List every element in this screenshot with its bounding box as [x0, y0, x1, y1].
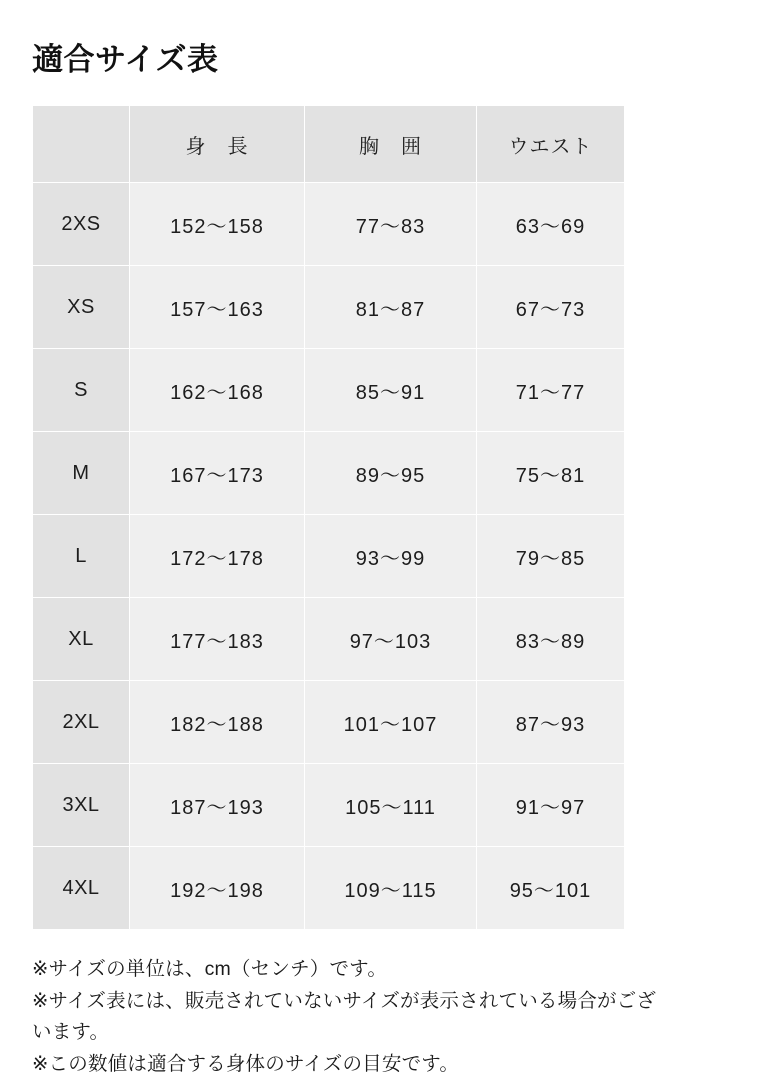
cell-height: 152〜158 — [130, 183, 305, 266]
row-header-size: 2XL — [33, 681, 130, 764]
cell-waist: 63〜69 — [477, 183, 625, 266]
cell-waist: 83〜89 — [477, 598, 625, 681]
cell-height: 182〜188 — [130, 681, 305, 764]
cell-height: 192〜198 — [130, 847, 305, 930]
cell-waist: 71〜77 — [477, 349, 625, 432]
note-unit: ※サイズの単位は、cm（センチ）です。 — [32, 958, 388, 980]
notes-section — [32, 954, 657, 1080]
table-body — [33, 183, 625, 930]
cell-chest: 105〜111 — [305, 764, 477, 847]
row-header-size: 4XL — [33, 847, 130, 930]
table-row — [33, 349, 625, 432]
cell-waist: 67〜73 — [477, 266, 625, 349]
row-header-size: L — [33, 515, 130, 598]
table-row — [33, 764, 625, 847]
table-row — [33, 515, 625, 598]
cell-waist: 95〜101 — [477, 847, 625, 930]
cell-height: 157〜163 — [130, 266, 305, 349]
table-header-row — [33, 106, 625, 183]
cell-height: 187〜193 — [130, 764, 305, 847]
cell-height: 177〜183 — [130, 598, 305, 681]
cell-waist: 91〜97 — [477, 764, 625, 847]
column-header-waist: ウエスト — [477, 106, 625, 183]
note-availability: ※サイズ表には、販売されていないサイズが表示されている場合がございます。 — [32, 989, 657, 1044]
cell-chest: 77〜83 — [305, 183, 477, 266]
cell-waist: 87〜93 — [477, 681, 625, 764]
row-header-size: XS — [33, 266, 130, 349]
column-header-chest: 胸 囲 — [305, 106, 477, 183]
size-table — [32, 105, 625, 930]
cell-chest: 81〜87 — [305, 266, 477, 349]
cell-waist: 75〜81 — [477, 432, 625, 515]
cell-height: 162〜168 — [130, 349, 305, 432]
table-row — [33, 432, 625, 515]
cell-chest: 89〜95 — [305, 432, 477, 515]
cell-chest: 85〜91 — [305, 349, 477, 432]
table-row — [33, 847, 625, 930]
cell-chest: 93〜99 — [305, 515, 477, 598]
table-row — [33, 681, 625, 764]
note-guideline: ※この数値は適合する身体のサイズの目安です。 — [32, 1052, 460, 1075]
row-header-size: S — [33, 349, 130, 432]
table-row — [33, 266, 625, 349]
cell-height: 172〜178 — [130, 515, 305, 598]
column-header-height: 身 長 — [130, 106, 305, 183]
cell-chest: 109〜115 — [305, 847, 477, 930]
cell-chest: 101〜107 — [305, 681, 477, 764]
cell-waist: 79〜85 — [477, 515, 625, 598]
row-header-size: XL — [33, 598, 130, 681]
table-header — [33, 106, 625, 183]
table-row — [33, 598, 625, 681]
cell-height: 167〜173 — [130, 432, 305, 515]
table-corner-cell — [33, 106, 130, 183]
row-header-size: 2XS — [33, 183, 130, 266]
row-header-size: M — [33, 432, 130, 515]
table-row — [33, 183, 625, 266]
page-title: 適合サイズ表 — [32, 42, 219, 77]
row-header-size: 3XL — [33, 764, 130, 847]
cell-chest: 97〜103 — [305, 598, 477, 681]
